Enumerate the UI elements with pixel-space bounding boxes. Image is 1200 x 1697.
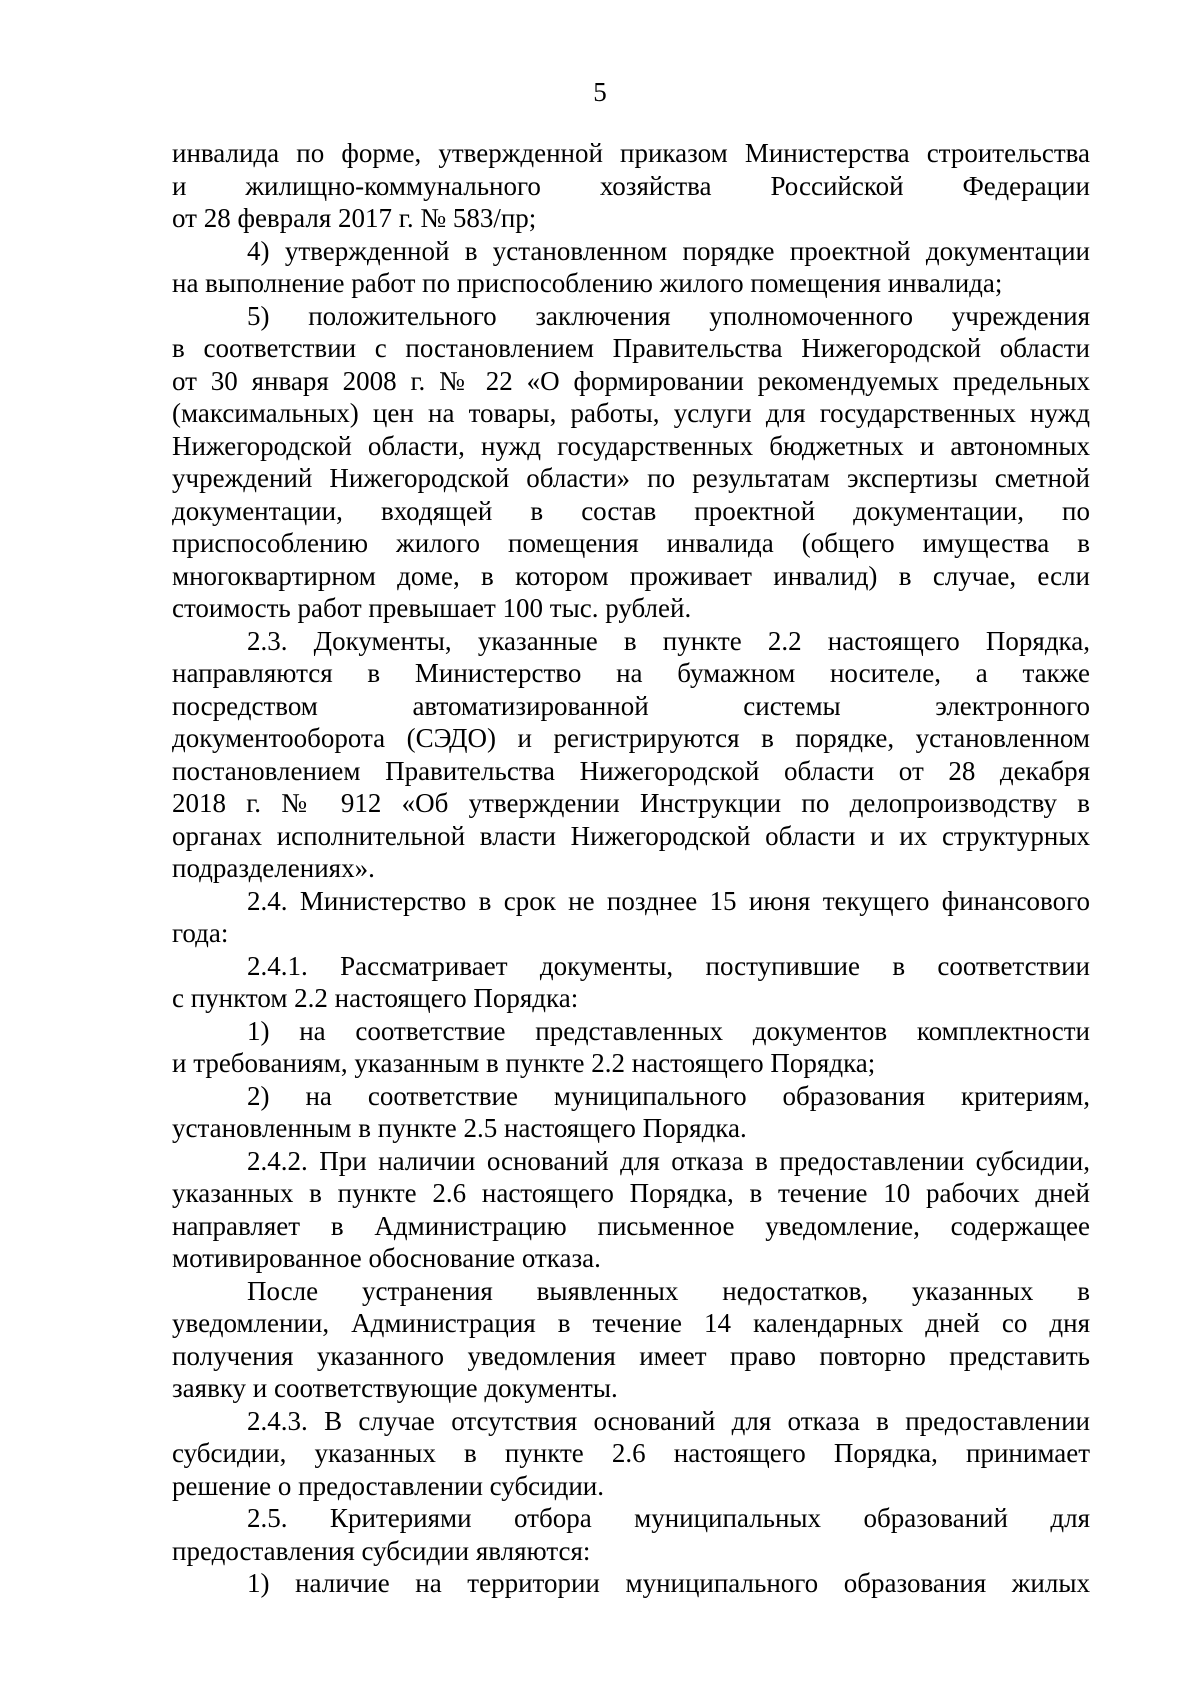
text-line: заявку и соответствующие документы.: [172, 1373, 618, 1403]
text-line: на выполнение работ по приспособлению жилого помещения инвалида;: [172, 268, 1003, 298]
text-line: 1) наличие на территории муниципального образования жилых: [247, 1568, 1090, 1598]
text-line: решение о предоставлении субсидии.: [172, 1470, 604, 1501]
paragraph: [172, 1145, 1090, 1275]
paragraph: [172, 235, 1090, 300]
text-line: субсидии, указанных в пункте 2.6 настоящего Порядка, принимает: [172, 1438, 1090, 1468]
text-line: документации, входящей в состав проектной документации, по: [172, 495, 1090, 526]
document-body: [172, 137, 1090, 1600]
text-line: и требованиям, указанным в пункте 2.2 настоящего Порядка;: [172, 1048, 876, 1078]
text-line: направляет в Администрацию письменное уведомление, содержащее: [172, 1210, 1090, 1241]
text-line: инвалида по форме, утвержденной приказом Министерства строительства: [172, 138, 1090, 168]
text-line: посредством автоматизированной системы электронного: [172, 690, 1090, 721]
text-line: 2.3. Документы, указанные в пункте 2.2 настоящего Порядка,: [247, 625, 1090, 656]
text-line: установленным в пункте 2.5 настоящего Порядка.: [172, 1113, 747, 1143]
text-line: органах исполнительной власти Нижегородской области и их структурных: [172, 820, 1090, 851]
paragraph: [172, 625, 1090, 885]
text-line: мотивированное обоснование отказа.: [172, 1243, 601, 1273]
text-line: 1) на соответствие представленных документов комплектности: [247, 1015, 1090, 1046]
text-line: постановлением Правительства Нижегородской области от 28 декабря: [172, 755, 1090, 786]
paragraph: [172, 1502, 1090, 1567]
text-line: 2.4. Министерство в срок не позднее 15 июня текущего финансового: [247, 885, 1090, 916]
text-line: учреждений Нижегородской области» по результатам экспертизы сметной: [172, 463, 1090, 493]
text-line: стоимость работ превышает 100 тыс. рублей.: [172, 593, 692, 623]
text-line: от 28 февраля 2017 г. № 583/пр;: [172, 203, 537, 233]
text-line: 5) положительного заключения уполномоченного учреждения: [247, 300, 1090, 331]
text-line: указанных в пункте 2.6 настоящего Порядка, в течение 10 рабочих дней: [172, 1178, 1090, 1208]
page-number: 5: [593, 77, 607, 107]
text-line: с пунктом 2.2 настоящего Порядка:: [172, 983, 579, 1013]
text-line: подразделениях».: [172, 853, 375, 883]
text-line: предоставления субсидии являются:: [172, 1535, 591, 1566]
paragraph: [172, 1080, 1090, 1145]
text-line: 2.4.2. При наличии оснований для отказа в предоставлении субсидии,: [247, 1145, 1090, 1176]
paragraph: [172, 300, 1090, 625]
paragraph: [172, 950, 1090, 1015]
text-line: (максимальных) цен на товары, работы, услуги для государственных нужд: [172, 398, 1090, 428]
text-line: После устранения выявленных недостатков, указанных в: [247, 1275, 1090, 1306]
paragraph: [172, 1275, 1090, 1405]
paragraph: [172, 885, 1090, 950]
text-line: года:: [172, 918, 229, 948]
text-line: 2) на соответствие муниципального образования критериям,: [247, 1080, 1090, 1111]
text-line: 4) утвержденной в установленном порядке проектной документации: [247, 235, 1090, 266]
text-line: в соответствии с постановлением Правительства Нижегородской области: [172, 333, 1090, 363]
text-line: получения указанного уведомления имеет право повторно представить: [172, 1340, 1090, 1371]
text-line: многоквартирном доме, в котором проживает инвалид) в случае, если: [172, 560, 1090, 591]
text-line: 2.4.1. Рассматривает документы, поступившие в соответствии: [247, 950, 1090, 981]
text-line: направляются в Министерство на бумажном носителе, а также: [172, 658, 1090, 688]
text-line: приспособлению жилого помещения инвалида (общего имущества в: [172, 528, 1090, 558]
paragraph: [172, 137, 1090, 235]
text-line: документооборота (СЭДО) и регистрируются в порядке, установленном: [172, 723, 1090, 753]
paragraph: [172, 1405, 1090, 1503]
paragraph: [172, 1567, 1090, 1600]
text-line: уведомлении, Администрация в течение 14 календарных дней со дня: [172, 1308, 1090, 1338]
text-line: от 30 января 2008 г. № 22 «О формировании рекомендуемых предельных: [172, 365, 1090, 396]
text-line: 2018 г. № 912 «Об утверждении Инструкции по делопроизводству в: [172, 788, 1090, 818]
text-line: и жилищно-коммунального хозяйства Российской Федерации: [172, 170, 1090, 201]
text-line: 2.4.3. В случае отсутствия оснований для отказа в предоставлении: [247, 1405, 1090, 1436]
text-line: 2.5. Критериями отбора муниципальных образований для: [247, 1503, 1090, 1533]
paragraph: [172, 1015, 1090, 1080]
text-line: Нижегородской области, нужд государственных бюджетных и автономных: [172, 430, 1090, 461]
